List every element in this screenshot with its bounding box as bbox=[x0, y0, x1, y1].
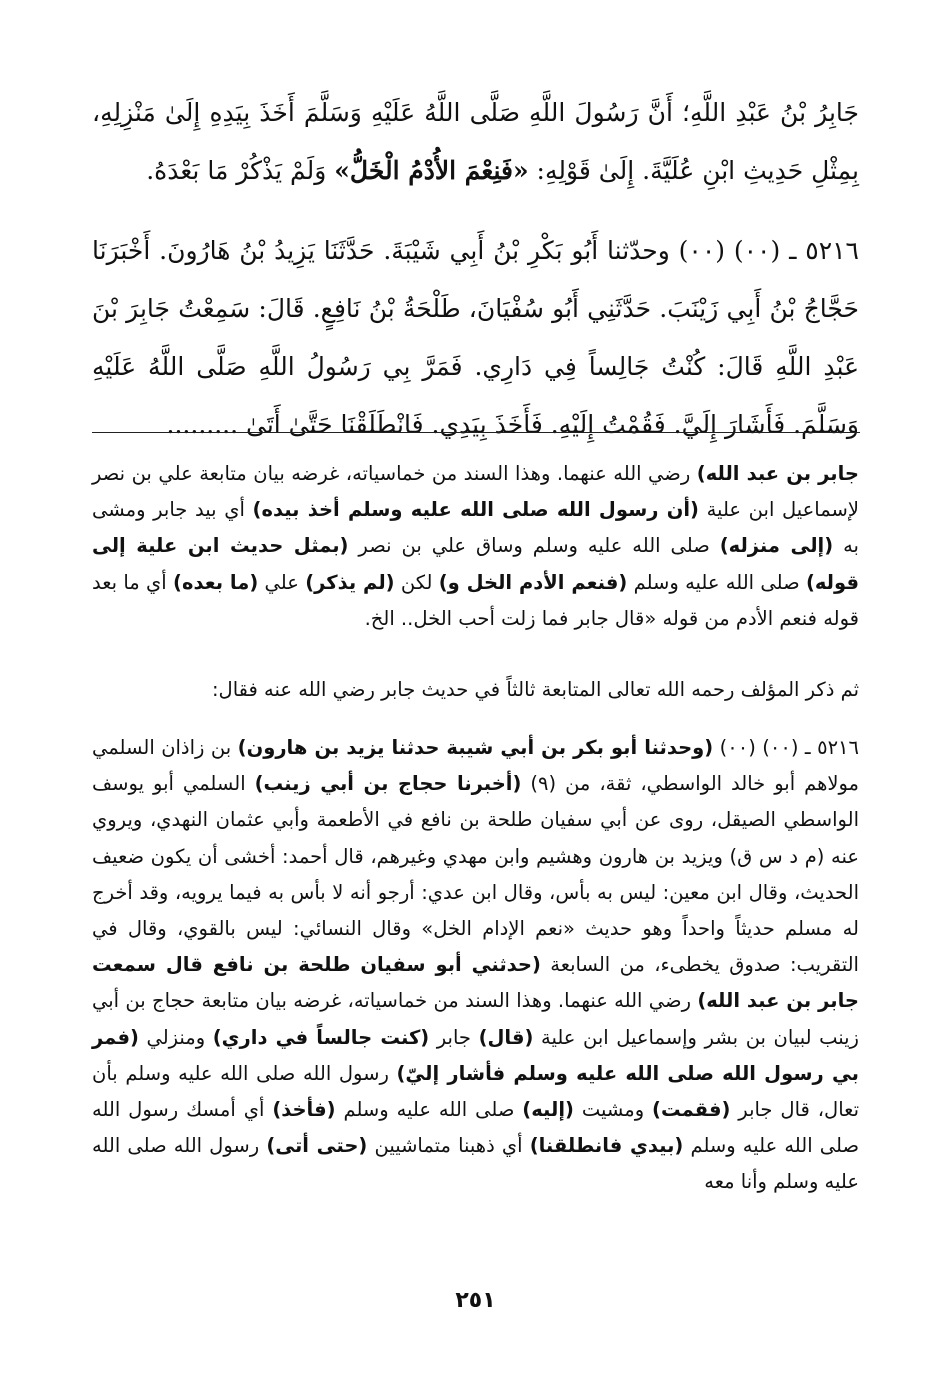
commentary-emphasis: (أخبرنا حجاج بن أبي زينب) bbox=[254, 772, 522, 796]
commentary-text: صلى الله عليه وسلم bbox=[627, 570, 806, 594]
commentary-text: ومنزلي bbox=[138, 1025, 213, 1049]
commentary-emphasis: جابر بن عبد الله) bbox=[696, 462, 859, 485]
commentary-emphasis: (فمر بي رسول الله صلى الله عليه وسلم فأشار إليّ) bbox=[92, 1025, 859, 1085]
commentary-text: رضي الله عنهما. وهذا السند من خماسياته، غرضه بيان متابعة حجاج بن أبي زينب لبيان بن بشر وإسماعيل ابن علية bbox=[92, 989, 859, 1049]
footnote-divider bbox=[92, 432, 860, 433]
commentary-emphasis: (حتى أتى) bbox=[266, 1134, 368, 1158]
commentary-text: رسول الله صلى الله عليه وسلم وأنا معه bbox=[92, 1134, 859, 1194]
commentary-emphasis: (إليه) bbox=[522, 1098, 574, 1122]
commentary-text: رسول الله صلى الله عليه وسلم بأن تعال، قال جابر bbox=[92, 1061, 859, 1122]
commentary-emphasis: (فأخذ) bbox=[272, 1098, 336, 1122]
commentary-emphasis: (حدثني أبو سفيان طلحة بن نافع قال سمعت جابر بن عبد الله) bbox=[92, 953, 859, 1013]
hadith-quote: «فَنِعْمَ الأُدْمُ الْخَلُّ» bbox=[334, 156, 529, 185]
page-number: ٢٥١ bbox=[455, 1288, 496, 1313]
commentary-emphasis: (بمثل حديث ابن علية إلى قوله) bbox=[92, 534, 859, 594]
commentary-text: أي أمسك رسول الله صلى الله عليه وسلم bbox=[92, 1098, 860, 1158]
commentary-emphasis: (فنعم الأدم الخل و) bbox=[438, 570, 628, 594]
commentary-emphasis: (ما بعده) bbox=[173, 570, 259, 594]
commentary-text: علي bbox=[258, 570, 306, 594]
commentary-text: لكن bbox=[394, 570, 439, 594]
commentary-emphasis: (فقمت) bbox=[652, 1098, 731, 1122]
commentary-text: أي ما بعد قوله فنعم الأدم من قوله «قال جابر فما زلت أحب الخل.. الخ. bbox=[92, 570, 859, 630]
commentary-text: ومشيت bbox=[573, 1098, 653, 1122]
hadith-text: جَابِرُ بْنُ عَبْدِ اللَّهِ؛ أَنَّ رَسُولَ اللَّهِ صَلَّى اللَّهُ عَلَيْهِ وَسَلَّمَ أَخَذَ بِيَدِهِ إِلَىٰ مَنْزِلِهِ، بِمِثْلِ حَدِيثِ ابْنِ عُلَيَّةَ. إِلَىٰ قَوْلِهِ: bbox=[92, 98, 859, 185]
commentary-text: صلى الله عليه وسلم وساق علي بن نصر bbox=[348, 534, 720, 558]
commentary-text: السلمي أبو يوسف الواسطي الصيقل، روى عن أبي سفيان طلحة بن نافع في الأطعمة وأبي عثمان النهدي، ويروي عنه (م د س ق) ويزيد بن هارون وهشيم وابن مهدي وغيرهم، قال أحمد: أخشى أن يكون ضعيف الحديث، وقال ابن معين: ليس به بأس، وقال ابن عدي: أرجو أنه لا بأس به فيما يرويه، وقد أخرج له مسلم حديثاً واحداً وهو حديث «نعم الإدام الخل» وقال النسائي: ليس بالقوي، وقال في التقريب: صدوق يخطىء، من السابعة bbox=[92, 772, 859, 977]
commentary-emphasis: (إلى منزله) bbox=[719, 534, 834, 558]
hadith-continuation-paragraph bbox=[92, 84, 859, 200]
commentary-text: أي ذهبنا متماشيين bbox=[367, 1134, 530, 1158]
commentary-text: صلى الله عليه وسلم bbox=[335, 1098, 523, 1122]
commentary-paragraph-1 bbox=[92, 456, 859, 637]
commentary-text: بن زاذان السلمي مولاهم أبو خالد الواسطي، ثقة، من (٩) bbox=[92, 736, 859, 796]
commentary-text: رضي الله عنهما. وهذا السند من خماسياته، غرضه بيان متابعة علي بن نصر لإسماعيل ابن علية bbox=[92, 462, 859, 522]
commentary-emphasis: (كنت جالساً في داري) bbox=[212, 1025, 430, 1049]
commentary-text: أي بيد جابر ومشى به bbox=[92, 498, 859, 558]
commentary-emphasis: (بيدي فانطلقنا) bbox=[529, 1134, 684, 1158]
commentary-text: جابر bbox=[429, 1025, 479, 1049]
hadith-text: وَلَمْ يَذْكُرْ مَا بَعْدَهُ. bbox=[146, 156, 335, 185]
commentary-text: ثم ذكر المؤلف رحمه الله تعالى المتابعة ثالثاً في حديث جابر رضي الله عنه فقال: bbox=[211, 678, 859, 701]
commentary-paragraph-2 bbox=[92, 672, 859, 708]
hadith-5216-text: ٥٢١٦ ـ (٠٠) (٠٠) وحدّثنا أَبُو بَكْرِ بْنُ أَبِي شَيْبَةَ. حَدَّثَنَا يَزِيدُ بْنُ هَارُونَ. أَخْبَرَنَا حَجَّاجُ بْنُ أَبِي زَيْنَبَ. حَدَّثَنِي أَبُو سُفْيَانَ، طَلْحَةُ بْنُ نَافِعٍ. قَالَ: سَمِعْتُ جَابِرَ بْنَ عَبْدِ اللَّهِ قَالَ: كُنْتُ جَالِساً فِي دَارِي. فَمَرَّ بِي رَسُولُ اللَّهِ صَلَّى اللَّهُ عَلَيْهِ وَسَلَّمَ. فَأَشَارَ إِلَيَّ. فَقُمْتُ إِلَيْهِ. فَأَخَذَ بِيَدِي. فَانْطَلَقْنَا حَتَّىٰ أَتَىٰ ......... bbox=[92, 236, 859, 439]
hadith-5216 bbox=[92, 222, 859, 454]
commentary-emphasis: (لم يذكر) bbox=[305, 570, 395, 594]
commentary-paragraph-3 bbox=[92, 730, 859, 1201]
commentary-emphasis: (أن رسول الله صلى الله عليه وسلم أخذ بيده) bbox=[252, 498, 699, 522]
commentary-emphasis: (قال) bbox=[478, 1025, 534, 1049]
commentary-emphasis: (وحدثنا أبو بكر بن أبي شيبة حدثنا يزيد بن هارون) bbox=[237, 736, 714, 759]
commentary-text: ٥٢١٦ ـ (٠٠) (٠٠) bbox=[713, 736, 860, 759]
hadith-continuation bbox=[92, 84, 859, 200]
